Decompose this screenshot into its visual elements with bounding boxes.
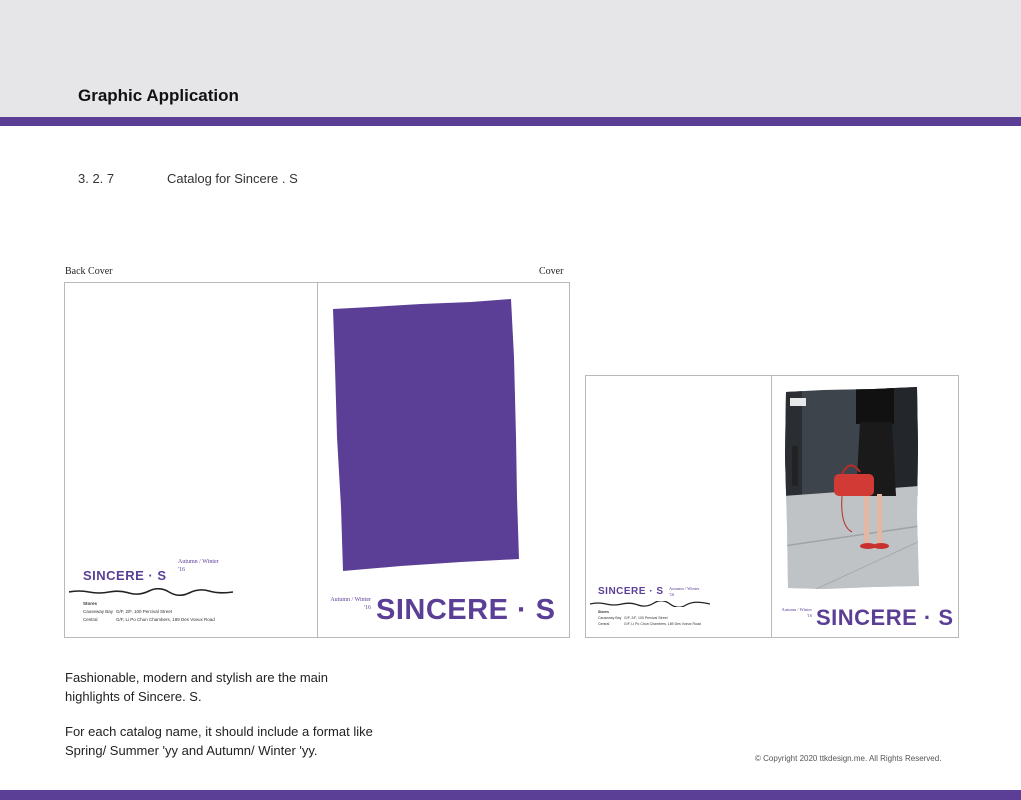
- cover-logo: SINCERE · S: [376, 594, 556, 626]
- store-row: [83, 608, 215, 616]
- back-cover-season: [669, 586, 699, 597]
- store-name: Causeway Bay: [83, 609, 114, 614]
- page-title: Graphic Application: [78, 86, 239, 105]
- store-address: G/F, 2/F, 100 Percival Street: [116, 609, 173, 614]
- store-row: [598, 621, 701, 627]
- store-name: Central: [598, 622, 610, 626]
- stores-heading: Stores: [598, 610, 609, 614]
- section-title: Catalog for Sincere . S: [167, 171, 298, 186]
- cover-season: [776, 607, 812, 618]
- back-cover-logo: SINCERE · S: [598, 586, 664, 597]
- season-text: Autumn / Winter: [669, 586, 700, 591]
- back-cover-logo: SINCERE · S: [83, 568, 167, 583]
- store-address: G/F, Li Po Chun Chambers, 189 Des Voeux Road: [116, 617, 215, 622]
- store-list: [83, 600, 215, 624]
- season-text: Autumn / Winter: [330, 597, 371, 603]
- store-name: Central: [83, 617, 98, 622]
- catalog-spread-small: [585, 375, 959, 638]
- copyright-notice: © Copyright 2020 ttkdesign.me. All Rights Reserved.: [755, 754, 942, 763]
- season-text: Autumn / Winter: [178, 559, 219, 565]
- season-year: '16: [669, 591, 675, 597]
- text-line: Fashionable, modern and stylish are the main: [65, 670, 329, 685]
- cover-logo: SINCERE · S: [816, 605, 954, 630]
- store-address: G/F, Li Po Chun Chambers, 189 Des Voeux Road: [624, 622, 701, 626]
- store-address: G/F, 2/F, 100 Percival Street: [624, 616, 668, 620]
- season-year: '16: [806, 612, 812, 618]
- spread-fold: [771, 376, 772, 637]
- spread-fold: [317, 283, 318, 637]
- footer-rule: [0, 790, 1021, 800]
- cover-label: Cover: [539, 266, 564, 277]
- description-paragraph-1: [65, 668, 328, 706]
- back-cover-season: [178, 559, 219, 574]
- stores-heading: Stores: [83, 601, 98, 606]
- text-line: Spring/ Summer 'yy and Autumn/ Winter 'yy.: [65, 743, 318, 758]
- description-paragraph-2: [65, 722, 373, 760]
- page-header: [0, 0, 1021, 117]
- section-number: 3. 2. 7: [78, 171, 115, 186]
- cover-season: [327, 597, 371, 612]
- store-list: [598, 609, 701, 627]
- season-year: '16: [363, 604, 371, 611]
- torn-line-divider: [590, 601, 710, 607]
- catalog-spread-large: [64, 282, 570, 638]
- store-name: Causeway Bay: [598, 616, 622, 620]
- store-row: [83, 616, 215, 624]
- torn-line-divider: [69, 588, 233, 596]
- header-rule: [0, 117, 1021, 126]
- text-line: For each catalog name, it should include a format like: [65, 724, 373, 739]
- back-cover-label: Back Cover: [65, 266, 113, 277]
- cover-photo: [784, 386, 920, 590]
- text-line: highlights of Sincere. S.: [65, 689, 202, 704]
- season-year: '16: [178, 566, 186, 573]
- season-text: Autumn / Winter: [781, 607, 812, 612]
- cover-purple-block: [331, 297, 521, 573]
